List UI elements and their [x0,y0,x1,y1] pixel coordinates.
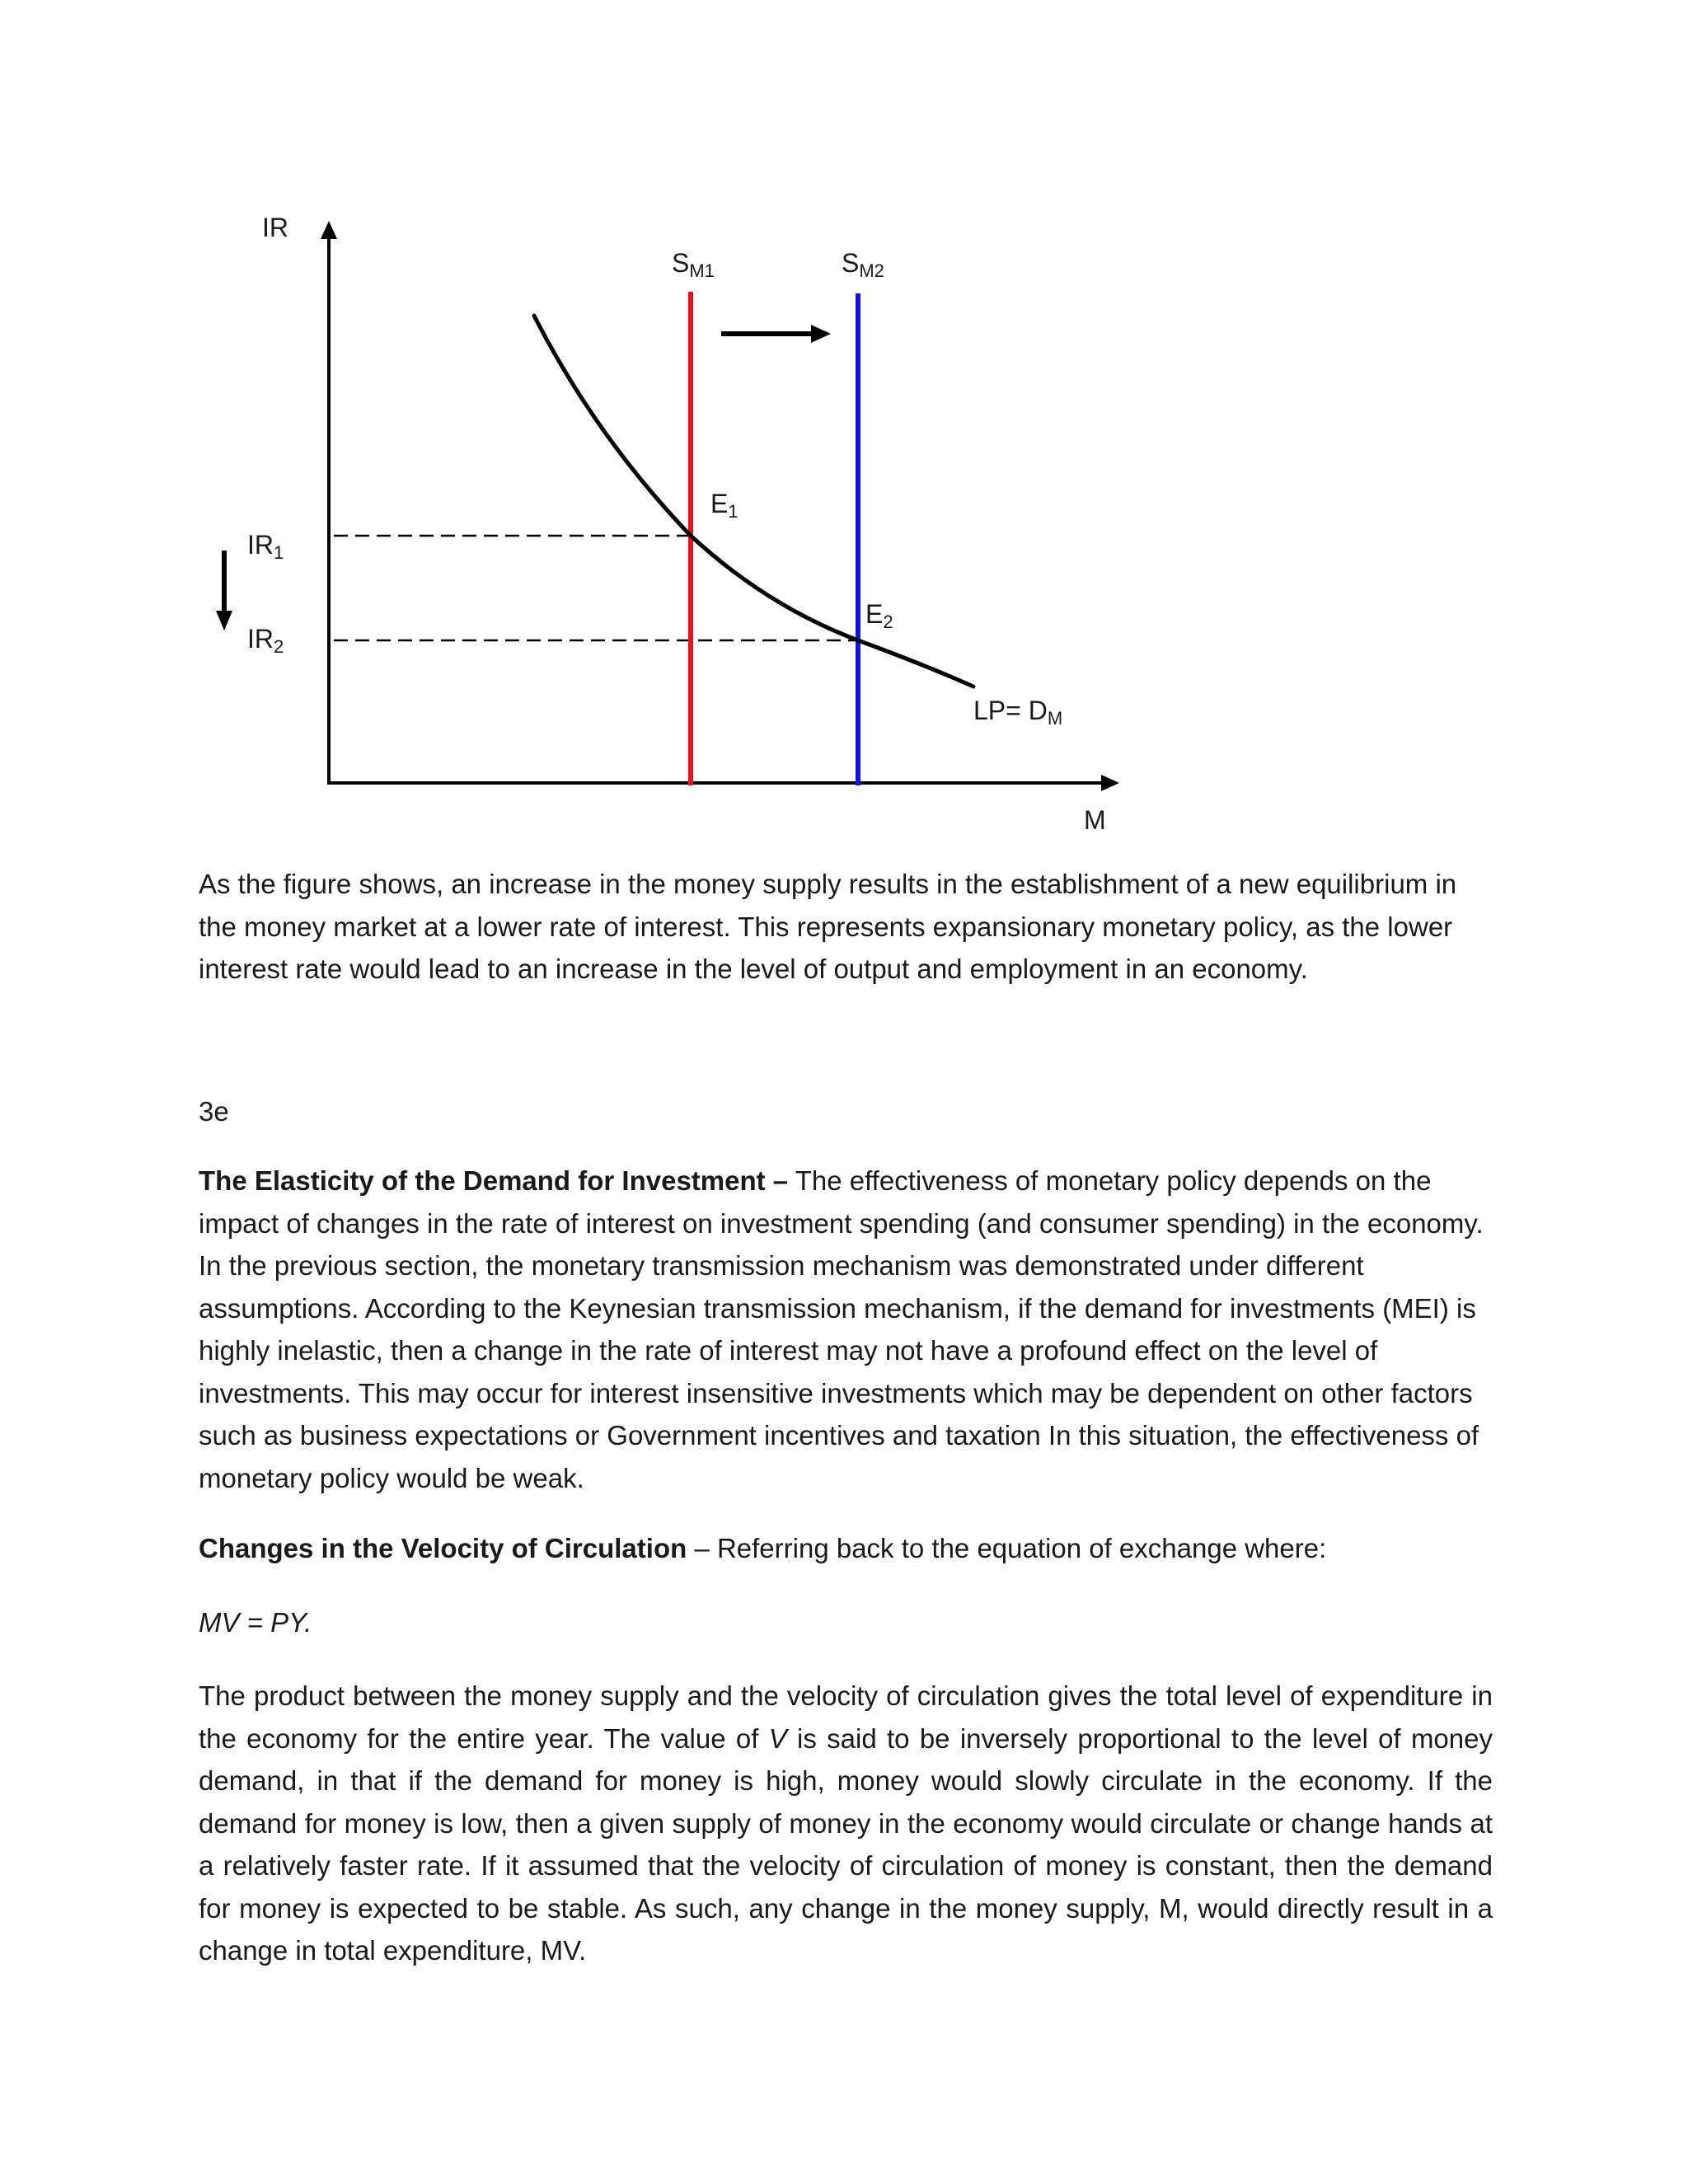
y-axis-arrowhead [321,221,337,239]
figure-explanation-paragraph: As the figure shows, an increase in the money supply results in the establishment of a new equilibrium in the money market at a lower rate of interest. This represents expansionary monetary policy, as the lower interest rate would lead to an increase in the level of output and employment in an economy. [199,869,1457,984]
ir2-label: IR2 [247,624,284,657]
velocity-symbol: V [768,1722,787,1754]
demand-curve-label: LP= DM [973,696,1063,729]
velocity-body: – Referring back to the equation of exchange where: [687,1533,1327,1563]
ir1-label: IR1 [247,530,284,563]
investment-elasticity-paragraph [199,1160,1493,1499]
money-market-diagram [0,0,1688,857]
x-axis-label: M [1084,805,1106,835]
equation-of-exchange: MV = PY. [199,1607,312,1638]
e2-label: E2 [865,599,893,632]
e1-label: E1 [710,489,738,522]
sm1-label: SM1 [672,248,715,281]
supply-shift-arrowhead [811,325,831,343]
velocity-heading: Changes in the Velocity of Circulation [199,1533,687,1563]
investment-elasticity-body: The effectiveness of monetary policy depends on the impact of changes in the rate of interest on investment spending (and consumer spending) in the economy. In the previous section, the monetary transmission mechanism was demonstrated under different assumptions. According to the Keynesian transmission mechanism, if the demand for investments (MEI) is highly inelastic, then a change in the rate of interest may not have a profound effect on the level of investments. This may occur for interest insensitive investments which may be dependent on other factors such as business expectations or Government incentives and taxation In this situation, the effectiveness of monetary policy would be weak. [199,1165,1484,1493]
investment-elasticity-heading: The Elasticity of the Demand for Investment – [199,1165,789,1196]
demand-curve-lp-dm [534,316,973,687]
section-label: 3e [199,1096,229,1127]
velocity-explanation-paragraph: The product between the money supply and the velocity of circulation gives the total level of expenditure in the economy for the entire year. The value of V is said to be inversely proportional to the level of money demand, in that if the demand for money is high, money would slowly circulate in the economy. If the demand for money is low, then a given supply of money in the economy would circulate or change hands at a relatively faster rate. If it assumed that the velocity of circulation of money is constant, then the demand for money is expected to be stable. As such, any change in the money supply, M, would directly result in a change in total expenditure, MV. [199,1680,1493,1966]
x-axis-arrowhead [1101,775,1119,791]
y-axis-label: IR [262,213,288,242]
velocity-paragraph [199,1527,1493,1570]
sm2-label: SM2 [842,248,884,281]
interest-fall-arrowhead [216,611,232,630]
